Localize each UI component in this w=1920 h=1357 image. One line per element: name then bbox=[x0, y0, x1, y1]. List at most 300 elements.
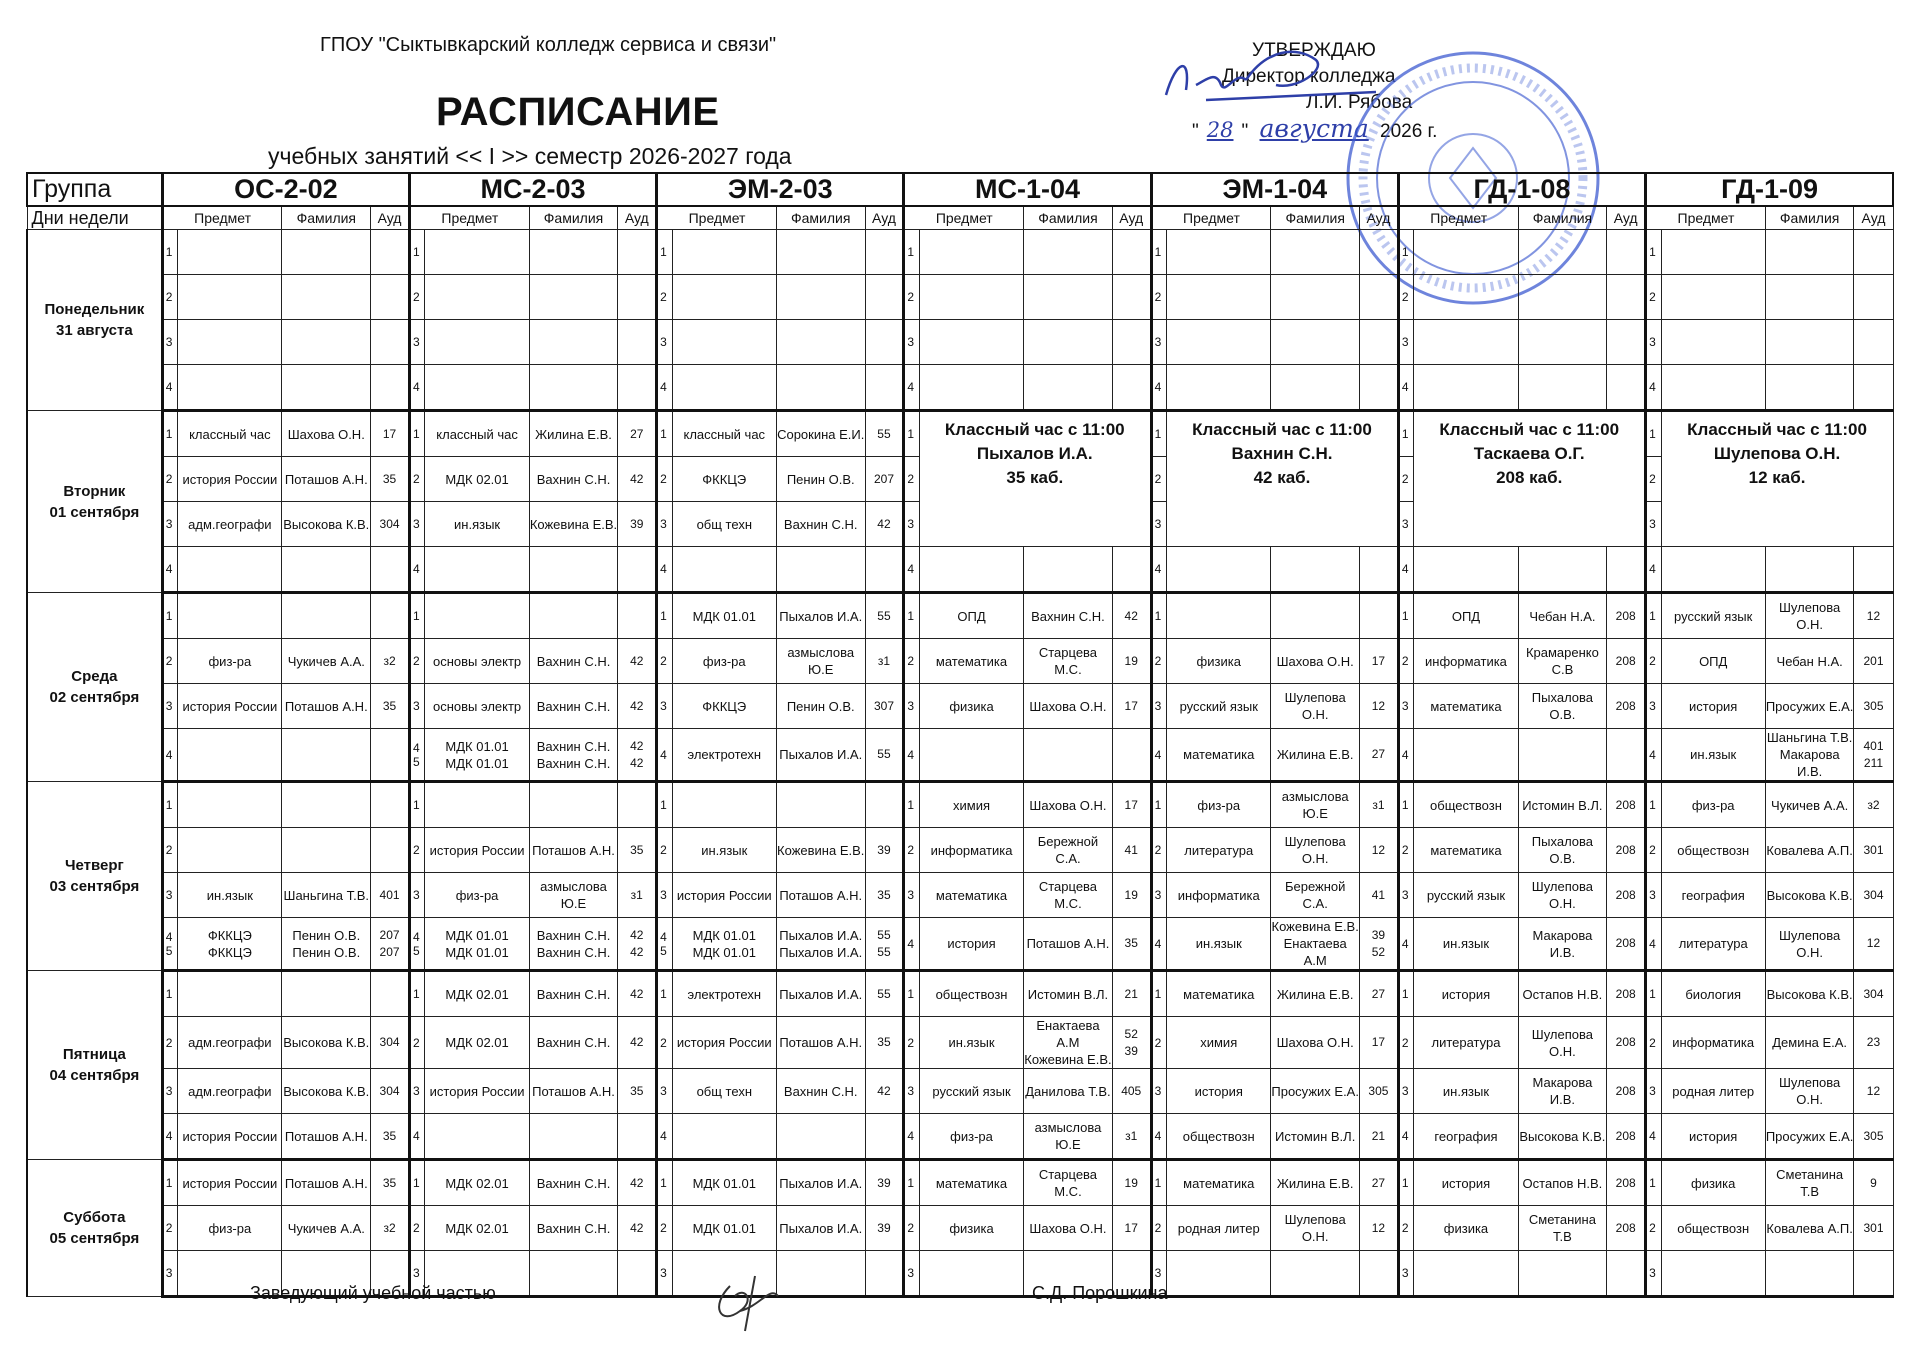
lesson-room bbox=[618, 1251, 657, 1297]
lesson-number: 3 bbox=[1151, 873, 1167, 918]
lesson-number: 1 bbox=[904, 971, 920, 1017]
lesson-room bbox=[618, 782, 657, 828]
group-header: МС-1-04 bbox=[904, 173, 1151, 206]
lesson-room: 12 bbox=[1854, 593, 1893, 639]
lesson-teacher: Ковалева А.П. bbox=[1765, 828, 1854, 873]
lesson-teacher bbox=[1024, 230, 1113, 275]
lesson-subject bbox=[425, 230, 529, 275]
lesson-teacher bbox=[1271, 365, 1360, 411]
lesson-subject bbox=[425, 1114, 529, 1160]
lesson-number: 4 bbox=[904, 729, 920, 782]
lesson-number: 1 bbox=[1151, 411, 1167, 457]
lesson-number: 4 bbox=[1398, 1114, 1414, 1160]
lesson-teacher bbox=[1271, 1251, 1360, 1297]
lesson-number: 2 bbox=[657, 457, 673, 502]
lesson-teacher bbox=[282, 230, 371, 275]
lesson-number: 2 bbox=[1398, 275, 1414, 320]
lesson-subject bbox=[672, 320, 776, 365]
lesson-teacher: Поташов А.Н. bbox=[282, 457, 371, 502]
lesson-teacher: Жилина Е.В. bbox=[1271, 729, 1360, 782]
day-cell: Четверг 03 сентября bbox=[27, 782, 162, 971]
lesson-number: 2 bbox=[162, 275, 178, 320]
lesson-number: 2 bbox=[904, 639, 920, 684]
lesson-subject: русский язык bbox=[1661, 593, 1765, 639]
lesson-number: 3 bbox=[1398, 1069, 1414, 1114]
lesson-subject: русский язык bbox=[1414, 873, 1518, 918]
lesson-number: 4 5 bbox=[162, 918, 178, 971]
lesson-subject: история bbox=[1414, 971, 1518, 1017]
lesson-teacher bbox=[1024, 365, 1113, 411]
lesson-teacher: Вахнин С.Н. bbox=[529, 1160, 618, 1206]
lesson-teacher: Чукичев А.А. bbox=[282, 1206, 371, 1251]
lesson-subject bbox=[1414, 365, 1518, 411]
lesson-teacher bbox=[529, 230, 618, 275]
lesson-subject: адм.географи bbox=[178, 502, 282, 547]
date-year: 2026 г. bbox=[1380, 121, 1438, 142]
lesson-room: 42 bbox=[618, 971, 657, 1017]
lesson-number: 3 bbox=[1398, 684, 1414, 729]
lesson-subject: русский язык bbox=[919, 1069, 1023, 1114]
lesson-teacher: Пыхалова О.В. bbox=[1518, 684, 1607, 729]
table-row bbox=[27, 828, 1893, 873]
lesson-teacher: Пыхалова О.В. bbox=[1518, 828, 1607, 873]
lesson-number: 4 5 bbox=[409, 918, 425, 971]
lesson-subject: обществозн bbox=[1661, 1206, 1765, 1251]
lesson-subject: МДК 01.01 bbox=[672, 1206, 776, 1251]
lesson-number: 2 bbox=[409, 457, 425, 502]
lesson-subject: география bbox=[1414, 1114, 1518, 1160]
table-row bbox=[27, 639, 1893, 684]
lesson-subject: обществозн bbox=[1414, 782, 1518, 828]
lesson-number: 3 bbox=[409, 1251, 425, 1297]
lesson-room bbox=[1360, 365, 1399, 411]
lesson-subject: литература bbox=[1661, 918, 1765, 971]
lesson-number: 1 bbox=[409, 1160, 425, 1206]
lesson-teacher: Макарова И.В. bbox=[1518, 1069, 1607, 1114]
lesson-room bbox=[618, 320, 657, 365]
lesson-teacher: Просужих Е.А. bbox=[1271, 1069, 1360, 1114]
lesson-room: 208 bbox=[1607, 1017, 1646, 1069]
lesson-subject bbox=[425, 275, 529, 320]
lesson-room bbox=[865, 275, 904, 320]
lesson-subject bbox=[919, 275, 1023, 320]
lesson-number: 1 bbox=[1151, 230, 1167, 275]
lesson-teacher bbox=[1765, 365, 1854, 411]
lesson-number: 3 bbox=[657, 502, 673, 547]
class-hour-note: Классный час с 11:00 Вахнин С.Н. 42 каб. bbox=[1167, 411, 1399, 547]
lesson-room bbox=[1854, 230, 1893, 275]
lesson-room: 39 52 bbox=[1360, 918, 1399, 971]
lesson-teacher: Жилина Е.В. bbox=[1271, 971, 1360, 1017]
lesson-room: 208 bbox=[1607, 828, 1646, 873]
lesson-number: 2 bbox=[657, 1206, 673, 1251]
lesson-number: 1 bbox=[1646, 230, 1662, 275]
lesson-teacher: Пыхалов И.А. bbox=[776, 1206, 865, 1251]
lesson-teacher: Поташов А.Н. bbox=[529, 1069, 618, 1114]
lesson-teacher: Пенин О.В. bbox=[776, 457, 865, 502]
lesson-room: 12 bbox=[1854, 918, 1893, 971]
lesson-room: 305 bbox=[1854, 684, 1893, 729]
lesson-subject: химия bbox=[1167, 1017, 1271, 1069]
lesson-number: 1 bbox=[904, 593, 920, 639]
lesson-number: 2 bbox=[1151, 1206, 1167, 1251]
lesson-room bbox=[865, 230, 904, 275]
lesson-subject: ин.язык bbox=[1167, 918, 1271, 971]
lesson-room: 304 bbox=[1854, 873, 1893, 918]
lesson-number: 3 bbox=[162, 1251, 178, 1297]
lesson-room bbox=[865, 782, 904, 828]
lesson-teacher: Истомин В.Л. bbox=[1271, 1114, 1360, 1160]
lesson-teacher: Кожевина Е.В. bbox=[529, 502, 618, 547]
col-room-header: Ауд bbox=[1360, 206, 1399, 230]
lesson-number: 1 bbox=[657, 971, 673, 1017]
lesson-room: 27 bbox=[1360, 971, 1399, 1017]
document-subtitle: учебных занятий << I >> семестр 2026-2027 года bbox=[268, 143, 792, 169]
lesson-room bbox=[1360, 593, 1399, 639]
lesson-number: 3 bbox=[1151, 1251, 1167, 1297]
lesson-subject: ин.язык bbox=[425, 502, 529, 547]
lesson-teacher: Старцева М.С. bbox=[1024, 873, 1113, 918]
lesson-number: 4 bbox=[1398, 729, 1414, 782]
lesson-subject: история России bbox=[178, 1160, 282, 1206]
lesson-teacher: Вахнин С.Н. bbox=[529, 1206, 618, 1251]
lesson-number: 1 bbox=[657, 1160, 673, 1206]
lesson-number: 4 bbox=[1151, 729, 1167, 782]
col-room-header: Ауд bbox=[1854, 206, 1893, 230]
table-row bbox=[27, 1206, 1893, 1251]
lesson-subject bbox=[178, 547, 282, 593]
lesson-teacher bbox=[1024, 320, 1113, 365]
lesson-subject: ФККЦЭ bbox=[672, 457, 776, 502]
lesson-teacher: Поташов А.Н. bbox=[282, 1114, 371, 1160]
lesson-number: 4 bbox=[1646, 1114, 1662, 1160]
lesson-room: 208 bbox=[1607, 593, 1646, 639]
lesson-room: 39 bbox=[618, 502, 657, 547]
lesson-subject bbox=[178, 782, 282, 828]
lesson-number: 2 bbox=[904, 1017, 920, 1069]
lesson-subject: история России bbox=[425, 828, 529, 873]
lesson-subject bbox=[1414, 320, 1518, 365]
lesson-teacher: Шаньгина Т.В. Макарова И.В. bbox=[1765, 729, 1854, 782]
lesson-teacher: Енактаева А.М Кожевина Е.В. bbox=[1024, 1018, 1112, 1067]
lesson-room bbox=[1854, 1251, 1893, 1297]
approval-line3: Л.И. Рябова bbox=[1306, 92, 1413, 113]
lesson-subject bbox=[1167, 320, 1271, 365]
lesson-subject: МДК 01.01 bbox=[672, 593, 776, 639]
lesson-room bbox=[1360, 275, 1399, 320]
class-hour-note: Классный час с 11:00 Пыхалов И.А. 35 каб. bbox=[919, 411, 1151, 547]
lesson-number: 2 bbox=[904, 275, 920, 320]
table-row bbox=[27, 1069, 1893, 1114]
lesson-number: 3 bbox=[1151, 684, 1167, 729]
lesson-number: 3 bbox=[1646, 1069, 1662, 1114]
lesson-room: 17 bbox=[1360, 639, 1399, 684]
lesson-number: 1 bbox=[409, 411, 425, 457]
lesson-subject bbox=[919, 729, 1023, 782]
lesson-teacher: Шулепова О.Н. bbox=[1271, 1206, 1360, 1251]
lesson-teacher: Бережной С.А. bbox=[1271, 873, 1360, 918]
lesson-room: з2 bbox=[371, 639, 410, 684]
lesson-room: 12 bbox=[1360, 684, 1399, 729]
day-cell: Среда 02 сентября bbox=[27, 593, 162, 782]
lesson-number: 3 bbox=[162, 684, 178, 729]
lesson-number: 1 bbox=[904, 230, 920, 275]
lesson-subject bbox=[1167, 547, 1271, 593]
lesson-number: 3 bbox=[904, 502, 920, 547]
lesson-number: 4 bbox=[162, 365, 178, 411]
lesson-teacher bbox=[1024, 275, 1113, 320]
lesson-subject: МДК 01.01 МДК 01.01 bbox=[672, 918, 776, 971]
col-room-header: Ауд bbox=[865, 206, 904, 230]
lesson-subject: физика bbox=[1661, 1160, 1765, 1206]
lesson-number: 4 bbox=[1151, 365, 1167, 411]
lesson-number: 2 bbox=[409, 1017, 425, 1069]
lesson-teacher: Шаньгина Т.В. bbox=[282, 873, 371, 918]
lesson-number: 1 bbox=[1646, 411, 1662, 457]
lesson-room bbox=[1607, 230, 1646, 275]
lesson-room: 208 bbox=[1607, 782, 1646, 828]
lesson-room: 35 bbox=[371, 1160, 410, 1206]
col-teacher-header: Фамилия bbox=[776, 206, 865, 230]
days-header-label: Дни недели bbox=[27, 206, 162, 230]
lesson-subject: математика bbox=[1167, 1160, 1271, 1206]
col-room-header: Ауд bbox=[1607, 206, 1646, 230]
lesson-room: 35 bbox=[865, 873, 904, 918]
lesson-number: 3 bbox=[904, 684, 920, 729]
lesson-teacher bbox=[1765, 547, 1854, 593]
lesson-subject: математика bbox=[919, 873, 1023, 918]
lesson-room: 42 bbox=[618, 1160, 657, 1206]
lesson-subject bbox=[1661, 320, 1765, 365]
lesson-number: 1 bbox=[657, 230, 673, 275]
lesson-teacher: Чебан Н.А. bbox=[1765, 639, 1854, 684]
lesson-teacher: Высокова К.В. bbox=[1518, 1114, 1607, 1160]
lesson-teacher: Пыхалов И.А. bbox=[776, 729, 865, 782]
lesson-number: 2 bbox=[1398, 457, 1414, 502]
lesson-subject bbox=[1167, 593, 1271, 639]
table-row bbox=[27, 1114, 1893, 1160]
lesson-number: 2 bbox=[1646, 639, 1662, 684]
lesson-subject: электротехн bbox=[672, 971, 776, 1017]
lesson-teacher bbox=[1765, 1251, 1854, 1297]
lesson-room: 405 bbox=[1112, 1069, 1151, 1114]
lesson-subject bbox=[672, 230, 776, 275]
lesson-number: 1 bbox=[1151, 971, 1167, 1017]
lesson-room bbox=[1360, 230, 1399, 275]
day-cell: Вторник 01 сентября bbox=[27, 411, 162, 593]
lesson-room: 39 bbox=[865, 828, 904, 873]
lesson-teacher: Чебан Н.А. bbox=[1518, 593, 1607, 639]
lesson-number: 1 bbox=[409, 230, 425, 275]
lesson-number: 4 bbox=[1646, 365, 1662, 411]
lesson-teacher: Сорокина Е.И. bbox=[776, 411, 865, 457]
lesson-teacher bbox=[1518, 729, 1607, 782]
lesson-subject bbox=[1661, 1251, 1765, 1297]
lesson-teacher: Остапов Н.В. bbox=[1518, 1160, 1607, 1206]
lesson-number: 3 bbox=[1646, 684, 1662, 729]
lesson-room bbox=[1360, 320, 1399, 365]
lesson-number: 3 bbox=[1646, 1251, 1662, 1297]
lesson-room: 39 bbox=[865, 1160, 904, 1206]
lesson-number: 1 bbox=[1646, 593, 1662, 639]
lesson-room bbox=[618, 230, 657, 275]
footer-position: Заведующий учебной частью bbox=[250, 1283, 496, 1303]
lesson-subject bbox=[672, 275, 776, 320]
lesson-teacher: Шахова О.Н. bbox=[1024, 684, 1113, 729]
lesson-subject: МДК 01.01 МДК 01.01 bbox=[425, 918, 529, 971]
lesson-teacher: Старцева М.С. bbox=[1024, 639, 1113, 684]
lesson-teacher: Чукичев А.А. bbox=[1765, 782, 1854, 828]
lesson-teacher: Сметанина Т.В bbox=[1518, 1206, 1607, 1251]
date-quote-open: " bbox=[1192, 121, 1199, 142]
lesson-subject: физ-ра bbox=[1661, 782, 1765, 828]
lesson-teacher: Шулепова О.Н. bbox=[1765, 593, 1854, 639]
lesson-number: 4 bbox=[409, 547, 425, 593]
lesson-room: 35 bbox=[618, 1069, 657, 1114]
lesson-number: 4 bbox=[904, 1114, 920, 1160]
lesson-teacher bbox=[1518, 547, 1607, 593]
lesson-teacher: Высокова К.В. bbox=[282, 502, 371, 547]
lesson-teacher bbox=[1518, 1251, 1607, 1297]
lesson-number: 2 bbox=[1646, 828, 1662, 873]
col-teacher-header: Фамилия bbox=[1271, 206, 1360, 230]
lesson-number: 1 bbox=[162, 1160, 178, 1206]
lesson-number: 1 bbox=[162, 230, 178, 275]
lesson-room bbox=[618, 547, 657, 593]
lesson-subject bbox=[919, 547, 1023, 593]
lesson-room: 21 bbox=[1112, 971, 1151, 1017]
col-subject-header: Предмет bbox=[1151, 206, 1271, 230]
lesson-room: 55 bbox=[865, 411, 904, 457]
lesson-number: 2 bbox=[1398, 828, 1414, 873]
lesson-teacher bbox=[282, 275, 371, 320]
lesson-subject: литература bbox=[1414, 1017, 1518, 1069]
lesson-teacher: Пыхалов И.А. Пыхалов И.А. bbox=[776, 918, 865, 971]
lesson-room: 17 bbox=[1360, 1017, 1399, 1069]
lesson-room bbox=[1607, 547, 1646, 593]
lesson-number: 2 bbox=[162, 1206, 178, 1251]
lesson-subject bbox=[178, 593, 282, 639]
lesson-room bbox=[618, 593, 657, 639]
lesson-subject bbox=[425, 365, 529, 411]
lesson-room: 35 bbox=[371, 1114, 410, 1160]
lesson-teacher bbox=[529, 1251, 618, 1297]
col-subject-header: Предмет bbox=[1398, 206, 1518, 230]
lesson-number: 3 bbox=[162, 320, 178, 365]
lesson-room: 35 bbox=[865, 1017, 904, 1069]
table-row bbox=[27, 365, 1893, 411]
lesson-room: 42 bbox=[1112, 593, 1151, 639]
lesson-teacher: Бережной С.А. bbox=[1024, 828, 1113, 873]
lesson-room: 41 bbox=[1112, 828, 1151, 873]
lesson-number: 1 bbox=[1151, 782, 1167, 828]
lesson-subject bbox=[919, 365, 1023, 411]
lesson-teacher bbox=[1271, 320, 1360, 365]
lesson-number: 2 bbox=[1151, 275, 1167, 320]
lesson-room: 27 bbox=[618, 411, 657, 457]
lesson-teacher bbox=[529, 782, 618, 828]
table-row bbox=[27, 684, 1893, 729]
lesson-room bbox=[865, 1114, 904, 1160]
lesson-room: 19 bbox=[1112, 639, 1151, 684]
lesson-number: 2 bbox=[1398, 1017, 1414, 1069]
lesson-room bbox=[371, 782, 410, 828]
lesson-number: 4 bbox=[657, 729, 673, 782]
lesson-number: 1 bbox=[409, 782, 425, 828]
lesson-subject: ФККЦЭ bbox=[672, 684, 776, 729]
col-teacher-header: Фамилия bbox=[1518, 206, 1607, 230]
lesson-number: 2 bbox=[1398, 639, 1414, 684]
lesson-number: 2 bbox=[162, 1017, 178, 1069]
lesson-subject bbox=[1414, 1251, 1518, 1297]
lesson-teacher bbox=[776, 320, 865, 365]
lesson-number: 3 bbox=[1398, 873, 1414, 918]
lesson-subject: история bbox=[1661, 684, 1765, 729]
lesson-number: 1 bbox=[1646, 1160, 1662, 1206]
lesson-teacher bbox=[776, 365, 865, 411]
lesson-room: 208 bbox=[1607, 918, 1646, 971]
lesson-teacher: Вахнин С.Н. bbox=[529, 639, 618, 684]
lesson-subject bbox=[1414, 230, 1518, 275]
lesson-teacher bbox=[1765, 320, 1854, 365]
lesson-number: 3 bbox=[657, 873, 673, 918]
lesson-teacher: Пыхалов И.А. bbox=[776, 593, 865, 639]
lesson-subject bbox=[1167, 230, 1271, 275]
lesson-number: 2 bbox=[162, 639, 178, 684]
lesson-room: з1 bbox=[618, 873, 657, 918]
lesson-teacher bbox=[776, 547, 865, 593]
lesson-number: 4 bbox=[657, 547, 673, 593]
lesson-room: 42 bbox=[865, 1069, 904, 1114]
lesson-subject: физика bbox=[1167, 639, 1271, 684]
lesson-number: 2 bbox=[904, 1206, 920, 1251]
date-quote-close: " bbox=[1241, 121, 1249, 142]
table-row bbox=[27, 782, 1893, 828]
lesson-teacher bbox=[1518, 275, 1607, 320]
lesson-subject: история России bbox=[425, 1069, 529, 1114]
lesson-room bbox=[865, 1251, 904, 1297]
lesson-teacher bbox=[282, 782, 371, 828]
lesson-teacher: Вахнин С.Н. bbox=[529, 684, 618, 729]
lesson-subject bbox=[178, 230, 282, 275]
lesson-number: 3 bbox=[409, 684, 425, 729]
lesson-number: 4 bbox=[1151, 1114, 1167, 1160]
lesson-teacher: Пыхалов И.А. bbox=[776, 1160, 865, 1206]
lesson-subject: ин.язык bbox=[672, 828, 776, 873]
lesson-room: 305 bbox=[1854, 1114, 1893, 1160]
lesson-teacher bbox=[529, 365, 618, 411]
lesson-room: 304 bbox=[371, 1017, 410, 1069]
lesson-room bbox=[1854, 320, 1893, 365]
head-signature bbox=[700, 1266, 790, 1336]
table-row bbox=[27, 547, 1893, 593]
lesson-number: 4 bbox=[1646, 918, 1662, 971]
lesson-teacher: Поташов А.Н. bbox=[282, 1160, 371, 1206]
lesson-room: 19 bbox=[1112, 1160, 1151, 1206]
lesson-subject bbox=[672, 547, 776, 593]
lesson-subject: физ-ра bbox=[672, 639, 776, 684]
lesson-subject bbox=[425, 547, 529, 593]
lesson-subject bbox=[672, 1114, 776, 1160]
lesson-room bbox=[1607, 729, 1646, 782]
lesson-subject bbox=[1661, 365, 1765, 411]
lesson-room: 301 bbox=[1854, 1206, 1893, 1251]
lesson-subject: физика bbox=[919, 1206, 1023, 1251]
lesson-room bbox=[371, 320, 410, 365]
lesson-room: з1 bbox=[1112, 1114, 1151, 1160]
lesson-room bbox=[1112, 729, 1151, 782]
lesson-teacher: Чукичев А.А. bbox=[282, 639, 371, 684]
